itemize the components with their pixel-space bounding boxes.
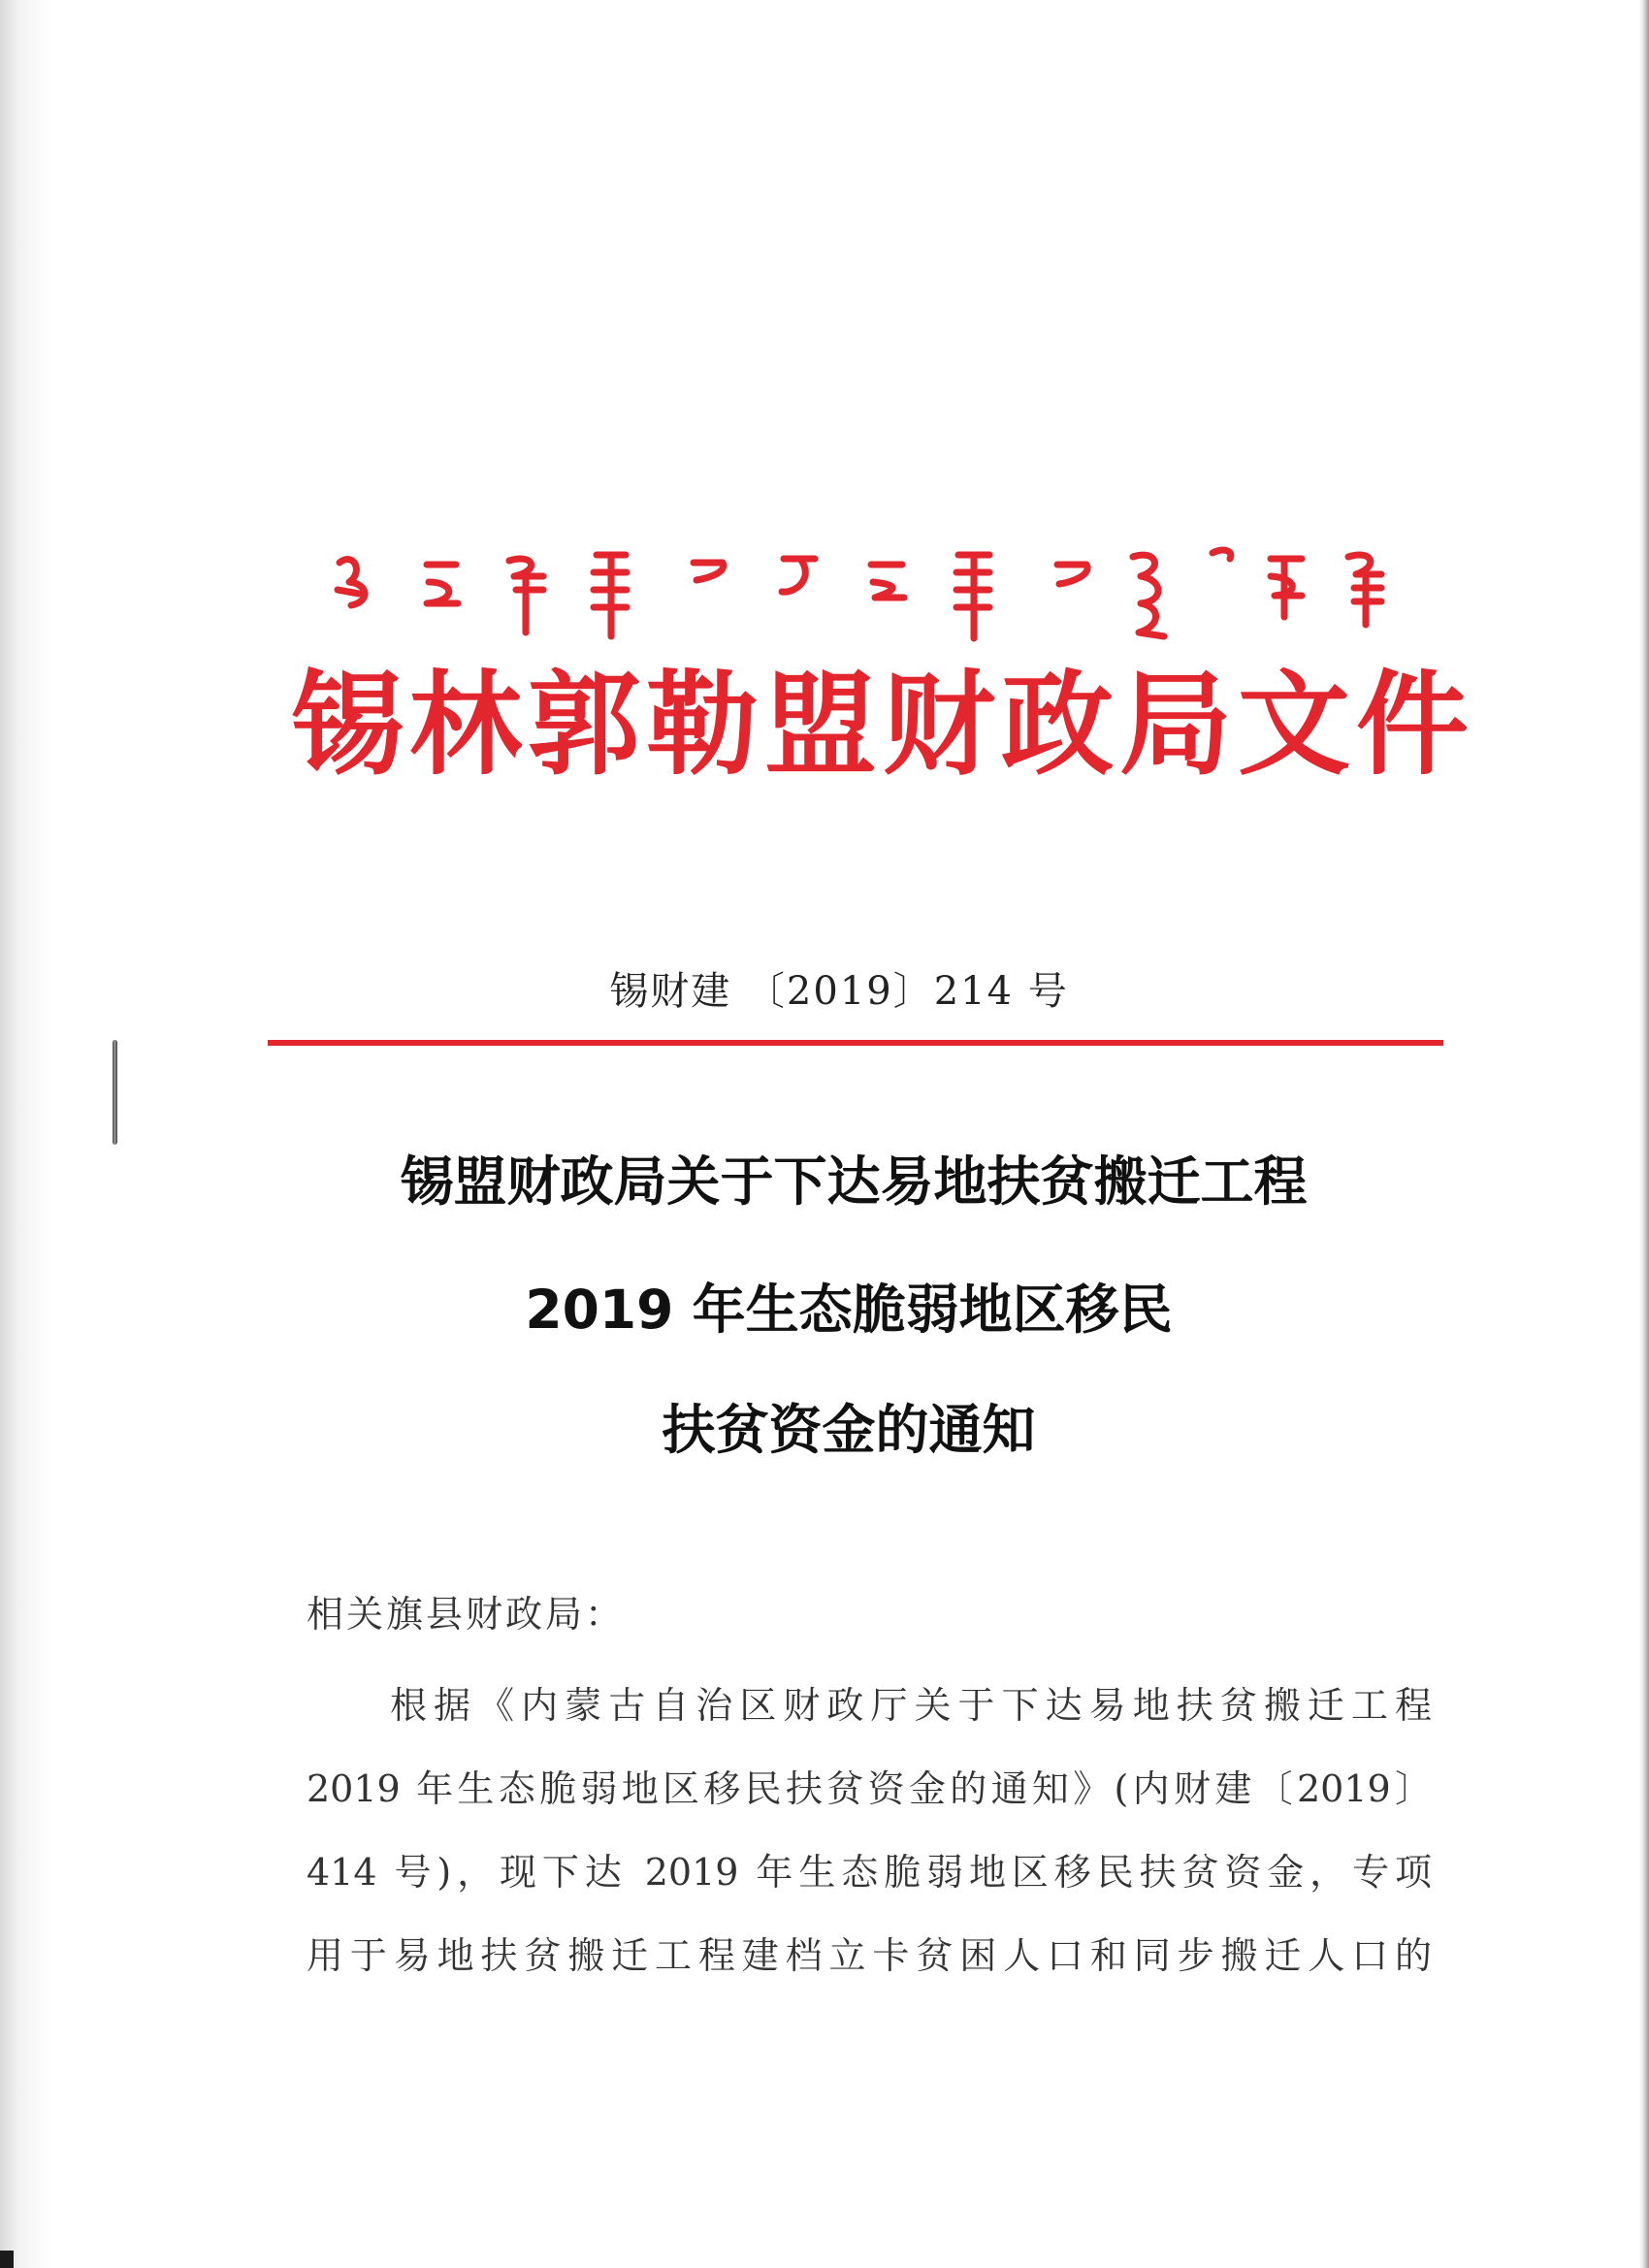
scan-shadow-left: [0, 0, 54, 2268]
staple: [113, 1040, 117, 1145]
scan-corner-mark: [0, 2251, 14, 2268]
addressee: 相关旗县财政局：: [307, 1593, 626, 1636]
body-line-4: 用于易地扶贫搬迁工程建档立卡贫困人口和同步搬迁人口的: [307, 1934, 1432, 1977]
agency-title: 锡林郭勒盟财政局文件: [291, 660, 1474, 791]
document-title-line-3: 扶贫资金的通知: [662, 1399, 1036, 1461]
body-line-1: 根据《内蒙古自治区财政厅关于下达易地扶贫搬迁工程: [390, 1684, 1432, 1727]
document-number: 锡财建 〔2019〕214 号: [609, 969, 1069, 1014]
body-line-3: 414 号)，现下达 2019 年生态脆弱地区移民扶贫资金，专项: [307, 1851, 1432, 1894]
document-title-line-1: 锡盟财政局关于下达易地扶贫搬迁工程: [400, 1150, 1308, 1213]
scan-shadow-right: [1639, 0, 1649, 2268]
document-title-line-2: 2019 年生态脆弱地区移民: [525, 1279, 1173, 1341]
mongolian-script-heading: [310, 543, 1406, 650]
body-line-2: 2019 年生态脆弱地区移民扶贫资金的通知》(内财建〔2019〕: [307, 1767, 1432, 1810]
red-divider-line: [268, 1040, 1443, 1046]
